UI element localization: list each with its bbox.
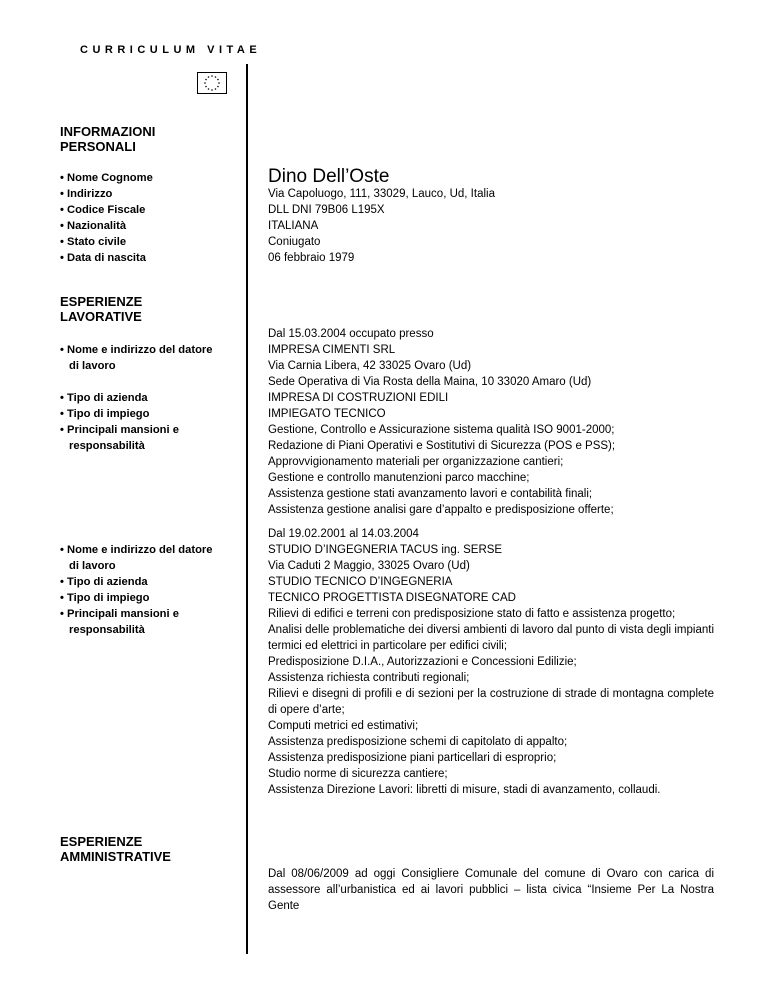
job2-line: STUDIO TECNICO D’INGEGNERIA bbox=[268, 576, 453, 588]
job1-label-company-type: • Tipo di azienda bbox=[60, 392, 148, 404]
label-address: • Indirizzo bbox=[60, 188, 113, 200]
job1-details bbox=[268, 326, 714, 518]
job2-line: TECNICO PROGETTISTA DISEGNATORE CAD bbox=[268, 592, 516, 604]
label-birth-date: • Data di nascita bbox=[60, 252, 146, 264]
nationality-value: ITALIANA bbox=[268, 220, 319, 232]
tax-code-value: DLL DNI 79B06 L195X bbox=[268, 204, 385, 216]
job1-line: Dal 15.03.2004 occupato presso bbox=[268, 328, 434, 340]
job1-line: IMPRESA DI COSTRUZIONI EDILI bbox=[268, 392, 449, 404]
job2-line: Assistenza richiesta contributi regionali; bbox=[268, 672, 470, 684]
job1-line: Gestione, Controllo e Assicurazione sistema qualità ISO 9001-2000; bbox=[268, 424, 615, 436]
personal-info-heading: INFORMAZIONI PERSONALI bbox=[60, 124, 156, 154]
person-name: Dino Dell’Oste bbox=[268, 166, 390, 187]
job2-labels: • Nome e indirizzo del datore di lavoro • Tipo di azienda • Tipo di impiego • Principali mansioni e responsabilità bbox=[60, 542, 245, 638]
work-experience-heading: ESPERIENZE LAVORATIVE bbox=[60, 294, 143, 324]
civil-status-value: Coniugato bbox=[268, 236, 321, 248]
admin-experience-text: Dal 08/06/2009 ad oggi Consigliere Comunale del comune di Ovaro con carica di assessore all’urbanistica ed ai lavori pubblici – lista civica “Insieme Per La Nostra Gente bbox=[268, 868, 714, 912]
job2-label-employer: • Nome e indirizzo del datore bbox=[60, 544, 213, 556]
job2-line: Rilievi e disegni di profili e di sezioni per la costruzione di strade di montagna complete di opere d’arte; bbox=[268, 688, 714, 716]
job2-line: STUDIO D’INGEGNERIA TACUS ing. SERSE bbox=[268, 544, 503, 556]
job1-label-duties: • Principali mansioni e bbox=[60, 424, 179, 436]
personal-info-labels bbox=[60, 170, 245, 266]
job2-label-company-type: • Tipo di azienda bbox=[60, 576, 148, 588]
job1-label-job-type: • Tipo di impiego bbox=[60, 408, 150, 420]
document-title: CURRICULUM VITAE bbox=[80, 44, 262, 56]
job1-line: IMPIEGATO TECNICO bbox=[268, 408, 386, 420]
job2-line: Analisi delle problematiche dei diversi ambienti di lavoro dal punto di vista degli impianti termici ed elettrici in particolare per edifici civili; bbox=[268, 624, 714, 652]
job2-line: Assistenza predisposizione piani particellari di esproprio; bbox=[268, 752, 557, 764]
job1-line: Via Carnia Libera, 42 33025 Ovaro (Ud) bbox=[268, 360, 472, 372]
eu-flag-icon bbox=[197, 72, 227, 94]
job2-line: Studio norme di sicurezza cantiere; bbox=[268, 768, 448, 780]
job2-details bbox=[268, 526, 714, 798]
job2-line: Via Caduti 2 Maggio, 33025 Ovaro (Ud) bbox=[268, 560, 470, 572]
job1-line: Redazione di Piani Operativi e Sostitutivi di Sicurezza (POS e PSS); bbox=[268, 440, 616, 452]
job1-labels-2: • Tipo di azienda • Tipo di impiego • Principali mansioni e responsabilità bbox=[60, 390, 245, 454]
job2-line: Dal 19.02.2001 al 14.03.2004 bbox=[268, 528, 419, 540]
vertical-divider bbox=[246, 64, 248, 954]
job1-line: IMPRESA CIMENTI SRL bbox=[268, 344, 396, 356]
job2-label-duties: • Principali mansioni e bbox=[60, 608, 179, 620]
job2-line: Assistenza Direzione Lavori: libretti di misure, stadi di avanzamento, collaudi. bbox=[268, 784, 661, 796]
job2-label-job-type: • Tipo di impiego bbox=[60, 592, 150, 604]
label-civil-status: • Stato civile bbox=[60, 236, 127, 248]
job1-line: Assistenza gestione stati avanzamento lavori e contabilità finali; bbox=[268, 488, 593, 500]
personal-info-values bbox=[268, 186, 714, 266]
job2-line: Predisposizione D.I.A., Autorizzazioni e Concessioni Edilizie; bbox=[268, 656, 577, 668]
job1-line: Assistenza gestione analisi gare d’appalto e predisposizione offerte; bbox=[268, 504, 614, 516]
address-value: Via Capoluogo, 111, 33029, Lauco, Ud, Italia bbox=[268, 188, 495, 200]
job2-line: Computi metrici ed estimativi; bbox=[268, 720, 419, 732]
birth-date-value: 06 febbraio 1979 bbox=[268, 252, 355, 264]
job2-line: Rilievi di edifici e terreni con predisposizione stato di fatto e assistenza progetto; bbox=[268, 608, 676, 620]
label-tax-code: • Codice Fiscale bbox=[60, 204, 146, 216]
admin-experience-heading: ESPERIENZE AMMINISTRATIVE bbox=[60, 834, 171, 864]
job1-labels: • Nome e indirizzo del datore di lavoro bbox=[60, 342, 245, 374]
job1-line: Gestione e controllo manutenzioni parco macchine; bbox=[268, 472, 530, 484]
job1-line: Sede Operativa di Via Rosta della Maina, 10 33020 Amaro (Ud) bbox=[268, 376, 592, 388]
job2-line: Assistenza predisposizione schemi di capitolato di appalto; bbox=[268, 736, 568, 748]
job1-label-employer: • Nome e indirizzo del datore bbox=[60, 344, 213, 356]
label-name: • Nome Cognome bbox=[60, 172, 153, 184]
job1-line: Approvvigionamento materiali per organizzazione cantieri; bbox=[268, 456, 564, 468]
label-nationality: • Nazionalità bbox=[60, 220, 127, 232]
